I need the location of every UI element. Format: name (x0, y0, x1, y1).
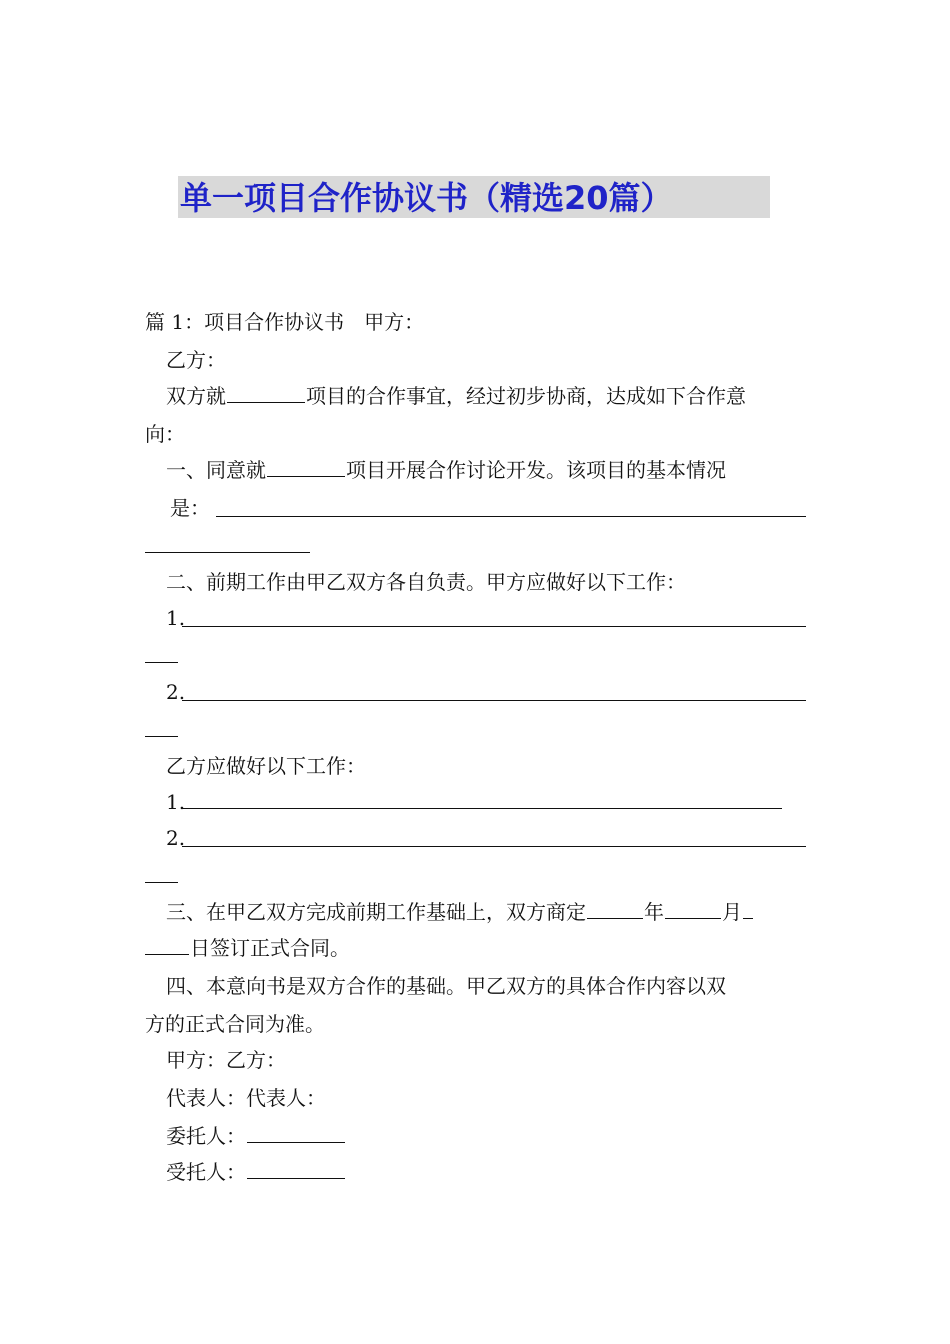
blank-line (247, 1158, 345, 1179)
blank-line (227, 382, 305, 403)
blank-line (145, 882, 178, 883)
blank-line (145, 934, 189, 955)
list-number: 2. (166, 680, 186, 704)
blank-line (145, 736, 178, 737)
signature-representatives: 代表人：代表人： (166, 1086, 326, 1110)
text-segment: 一、同意就 (166, 458, 266, 482)
list-number: 1. (166, 606, 186, 630)
text-segment: 项目的合作事宜，经过初步协商，达成如下合作意 (306, 384, 746, 408)
clause-one (166, 456, 726, 484)
blank-line (182, 700, 806, 701)
blank-line (267, 456, 345, 477)
blank-line (145, 662, 178, 663)
text-line (145, 934, 350, 962)
text-line: 方的正式合同为准。 (145, 1012, 325, 1036)
signature-parties: 甲方：乙方： (166, 1048, 286, 1072)
text-segment: 年 (644, 900, 664, 924)
section-heading: 篇 1：项目合作协议书 甲方： (145, 310, 425, 334)
text-segment: 日签订正式合同。 (190, 936, 350, 960)
blank-line (182, 808, 782, 809)
list-number: 2. (166, 826, 186, 850)
document-title: 单一项目合作协议书（精选20篇） (180, 179, 673, 217)
blank-line (145, 552, 310, 553)
clause-four: 四、本意向书是双方合作的基础。甲乙双方的具体合作内容以双 (166, 974, 726, 998)
party-b-work-label: 乙方应做好以下工作： (166, 754, 366, 778)
blank-line (182, 846, 806, 847)
text-segment: 项目开展合作讨论开发。该项目的基本情况 (346, 458, 726, 482)
text-line: 向： (145, 422, 185, 446)
text-segment: 月 (722, 900, 742, 924)
blank-line (182, 626, 806, 627)
party-b-label: 乙方： (166, 348, 226, 372)
clause-three (166, 898, 754, 926)
blank-line (247, 1122, 345, 1143)
blank-line (587, 898, 643, 919)
text-line: 是： (170, 496, 210, 520)
clause-two: 二、前期工作由甲乙双方各自负责。甲方应做好以下工作： (166, 570, 686, 594)
list-number: 1. (166, 790, 186, 814)
blank-line (216, 516, 806, 517)
blank-line (665, 898, 721, 919)
text-segment: 委托人： (166, 1124, 246, 1148)
blank-line (743, 898, 753, 919)
text-segment: 受托人： (166, 1160, 246, 1184)
text-segment: 双方就 (166, 384, 226, 408)
signature-agent (166, 1158, 346, 1186)
signature-principal (166, 1122, 346, 1150)
paragraph-intro (166, 382, 746, 410)
text-segment: 三、在甲乙双方完成前期工作基础上，双方商定 (166, 900, 586, 924)
